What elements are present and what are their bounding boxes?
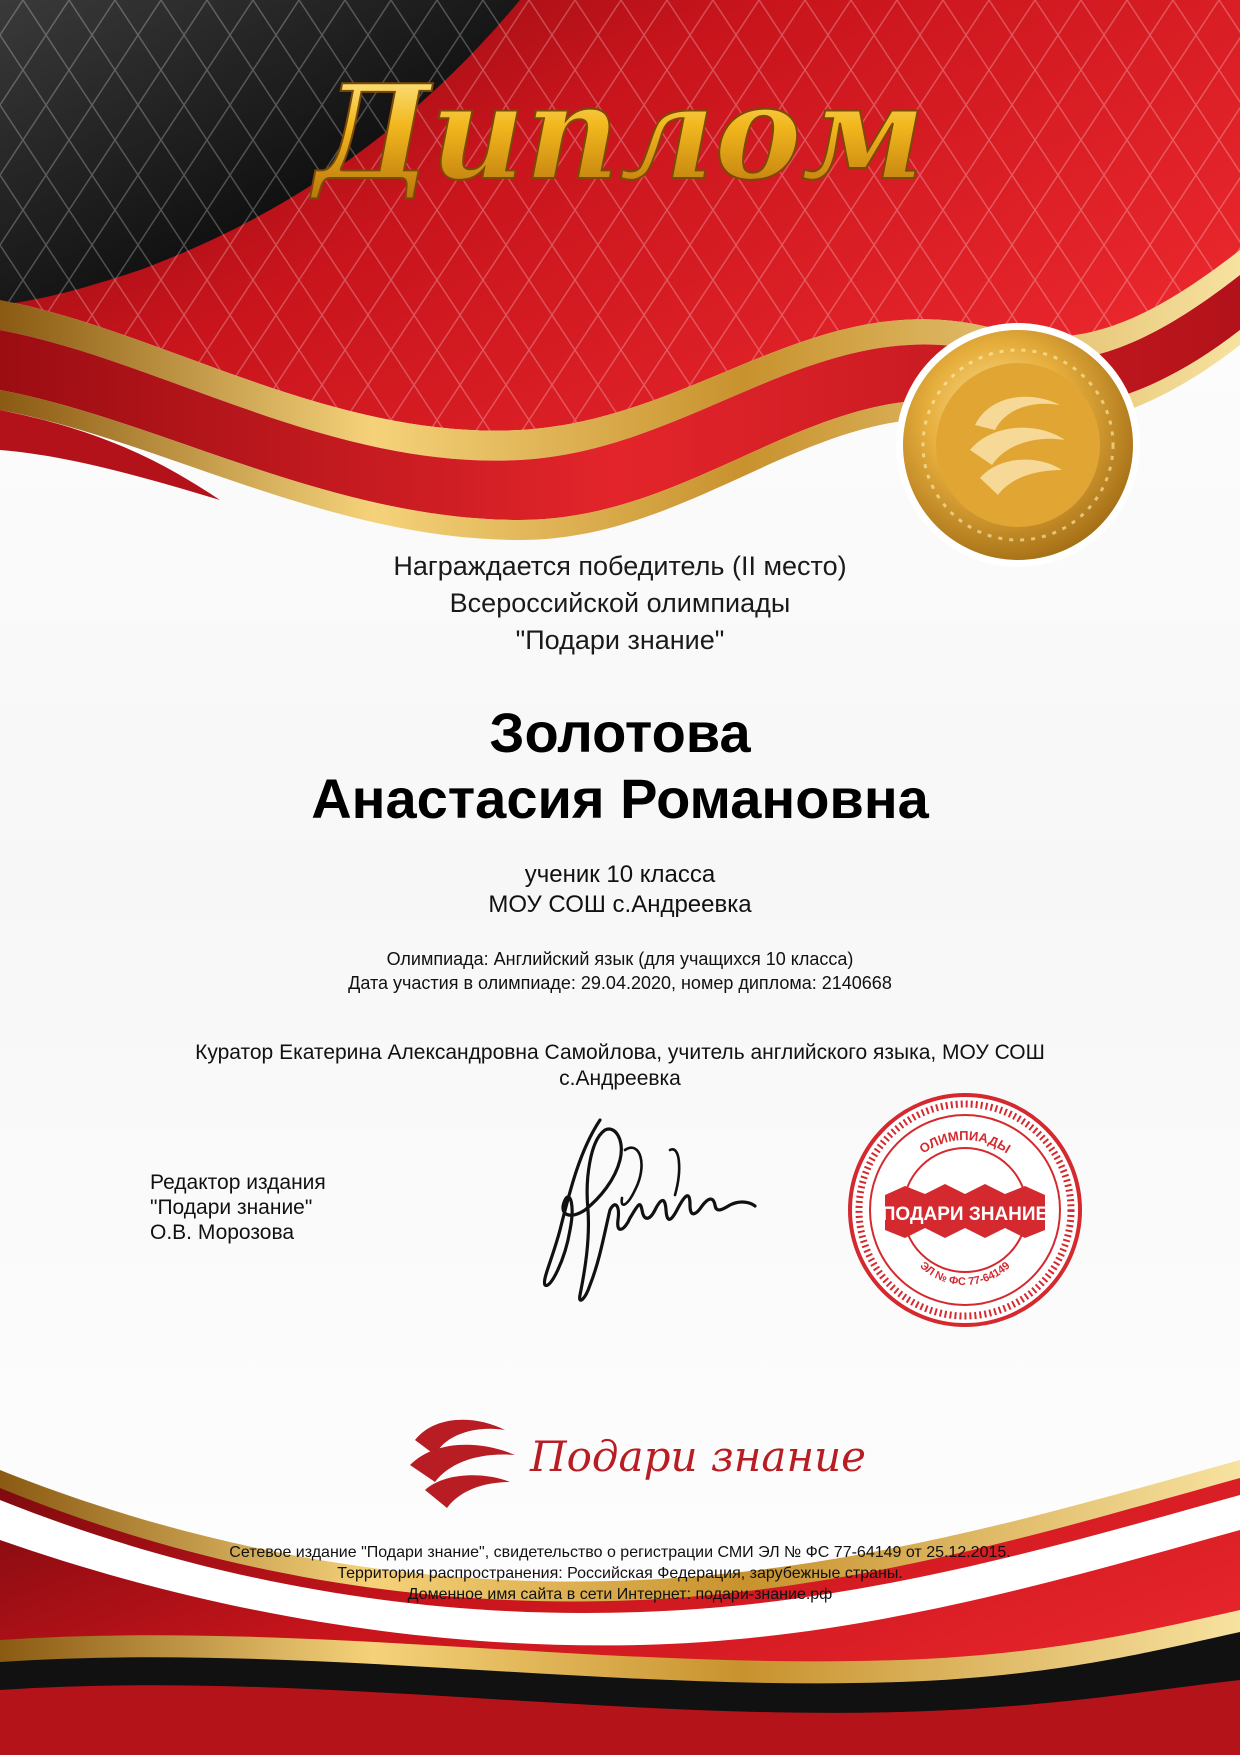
logo-text: Подари знание <box>530 1432 867 1481</box>
editor-line: Редактор издания <box>150 1171 326 1194</box>
school-info <box>0 860 1240 920</box>
olympiad-stamp <box>845 1090 1085 1330</box>
diploma-title-text: Диплом <box>314 56 926 209</box>
award-line: Награждается победитель (II место) <box>393 551 847 581</box>
footer-info <box>0 1542 1240 1605</box>
diploma-title <box>300 50 940 220</box>
editor-signature <box>530 1110 770 1310</box>
recipient-name <box>0 700 1240 832</box>
editor-block <box>150 1170 410 1245</box>
recipient-given-names: Анастасия Романовна <box>311 767 929 830</box>
award-statement <box>0 548 1240 659</box>
award-line: Всероссийской олимпиады <box>449 588 791 618</box>
curator-line: Куратор Екатерина Александровна Самойлова, учитель английского языка, МОУ СОШ с.Андреевка <box>195 1041 1045 1090</box>
olympiad-subject: Олимпиада: Английский язык (для учащихся 10 класса) <box>386 949 854 969</box>
editor-line: "Подари знание" <box>150 1196 313 1219</box>
gold-medal <box>896 323 1140 567</box>
grade-line: ученик 10 класса <box>524 861 716 888</box>
stamp-main-text: ПОДАРИ ЗНАНИЕ <box>881 1204 1049 1225</box>
award-line: "Подари знание" <box>515 625 725 655</box>
stamp-bottom-text: ЭЛ № ФС 77-64149 <box>917 1259 1013 1289</box>
olympiad-details <box>0 947 1240 995</box>
footer-line: Территория распространения: Российская Федерация, зарубежные страны. <box>337 1565 903 1582</box>
podari-znanie-logo <box>405 1410 867 1520</box>
stamp-top-text: ОЛИМПИАДЫ <box>916 1127 1014 1157</box>
olympiad-date-number: Дата участия в олимпиаде: 29.04.2020, номер диплома: 2140668 <box>348 973 892 993</box>
school-name: МОУ СОШ с.Андреевка <box>488 891 752 918</box>
footer-line: Сетевое издание "Подари знание", свидетельство о регистрации СМИ ЭЛ № ФС 77-64149 от 25.12.2015. <box>229 1544 1011 1561</box>
editor-name: О.В. Морозова <box>150 1221 295 1244</box>
recipient-surname: Золотова <box>489 701 751 764</box>
footer-line: Доменное имя сайта в сети Интернет: подари-знание.рф <box>407 1586 833 1603</box>
logo-swoosh-icon <box>405 1410 525 1520</box>
